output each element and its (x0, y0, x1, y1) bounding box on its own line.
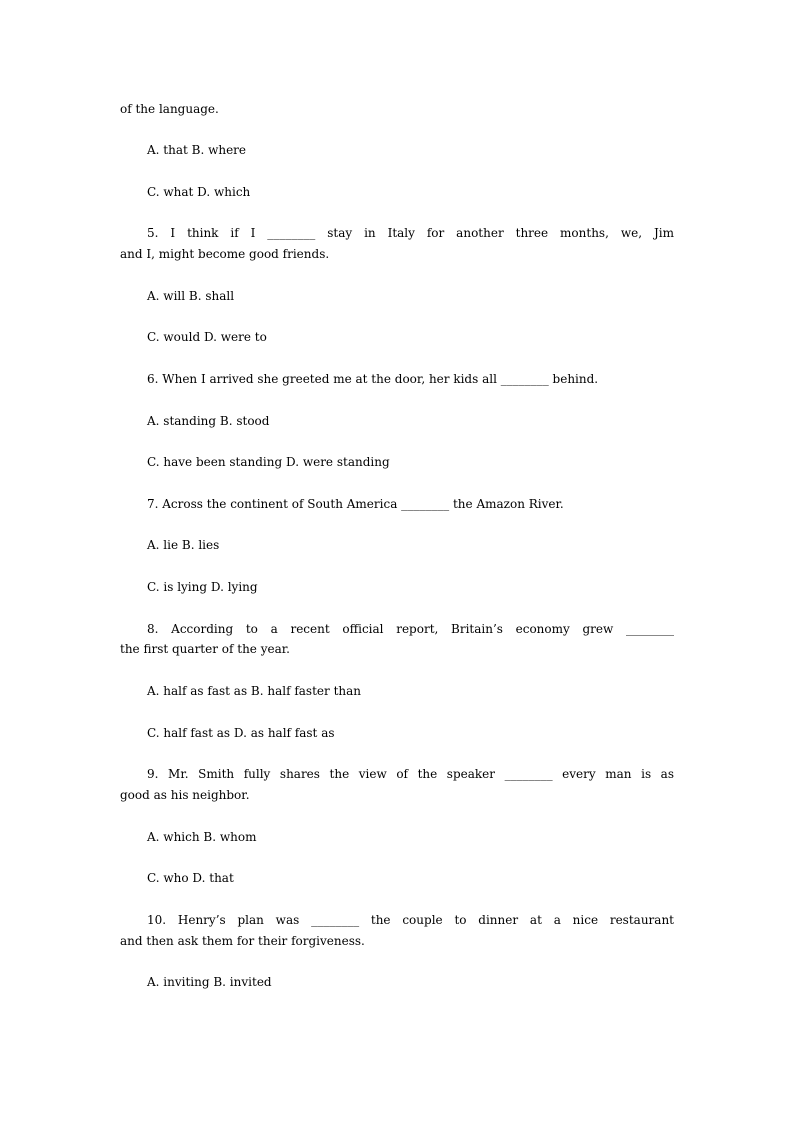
question-stem: and then ask them for their forgiveness. (120, 934, 365, 948)
options-row: A. inviting B. invited (147, 975, 272, 989)
question-stem: and I, might become good friends. (120, 247, 330, 261)
options-row: C. what D. which (147, 185, 251, 199)
question-stem: 5. I think if I ________ stay in Italy for another three months, we, Jim (147, 226, 674, 240)
question-stem: 7. Across the continent of South America ________ the Amazon River. (147, 497, 564, 511)
options-row: C. who D. that (147, 871, 234, 885)
options-row: A. lie B. lies (147, 538, 220, 552)
question-stem: 10. Henry’s plan was ________ the couple to dinner at a nice restaurant (147, 913, 674, 927)
options-row: A. standing B. stood (147, 414, 270, 428)
question-stem: 6. When I arrived she greeted me at the door, her kids all ________ behind. (147, 372, 599, 386)
question-stem: good as his neighbor. (120, 788, 250, 802)
options-row: A. half as fast as B. half faster than (147, 684, 362, 698)
options-row: A. will B. shall (147, 289, 235, 303)
options-row: A. which B. whom (147, 830, 257, 844)
text-line: of the language. (120, 102, 219, 116)
options-row: C. half fast as D. as half fast as (147, 726, 335, 740)
question-stem: the first quarter of the year. (120, 642, 290, 656)
options-row: C. is lying D. lying (147, 580, 258, 594)
options-row: A. that B. where (147, 143, 247, 157)
question-stem: 8. According to a recent official report, Britain’s economy grew ________ (147, 622, 674, 636)
options-row: C. would D. were to (147, 330, 267, 344)
question-stem: 9. Mr. Smith fully shares the view of the speaker ________ every man is as (147, 767, 674, 781)
options-row: C. have been standing D. were standing (147, 455, 390, 469)
